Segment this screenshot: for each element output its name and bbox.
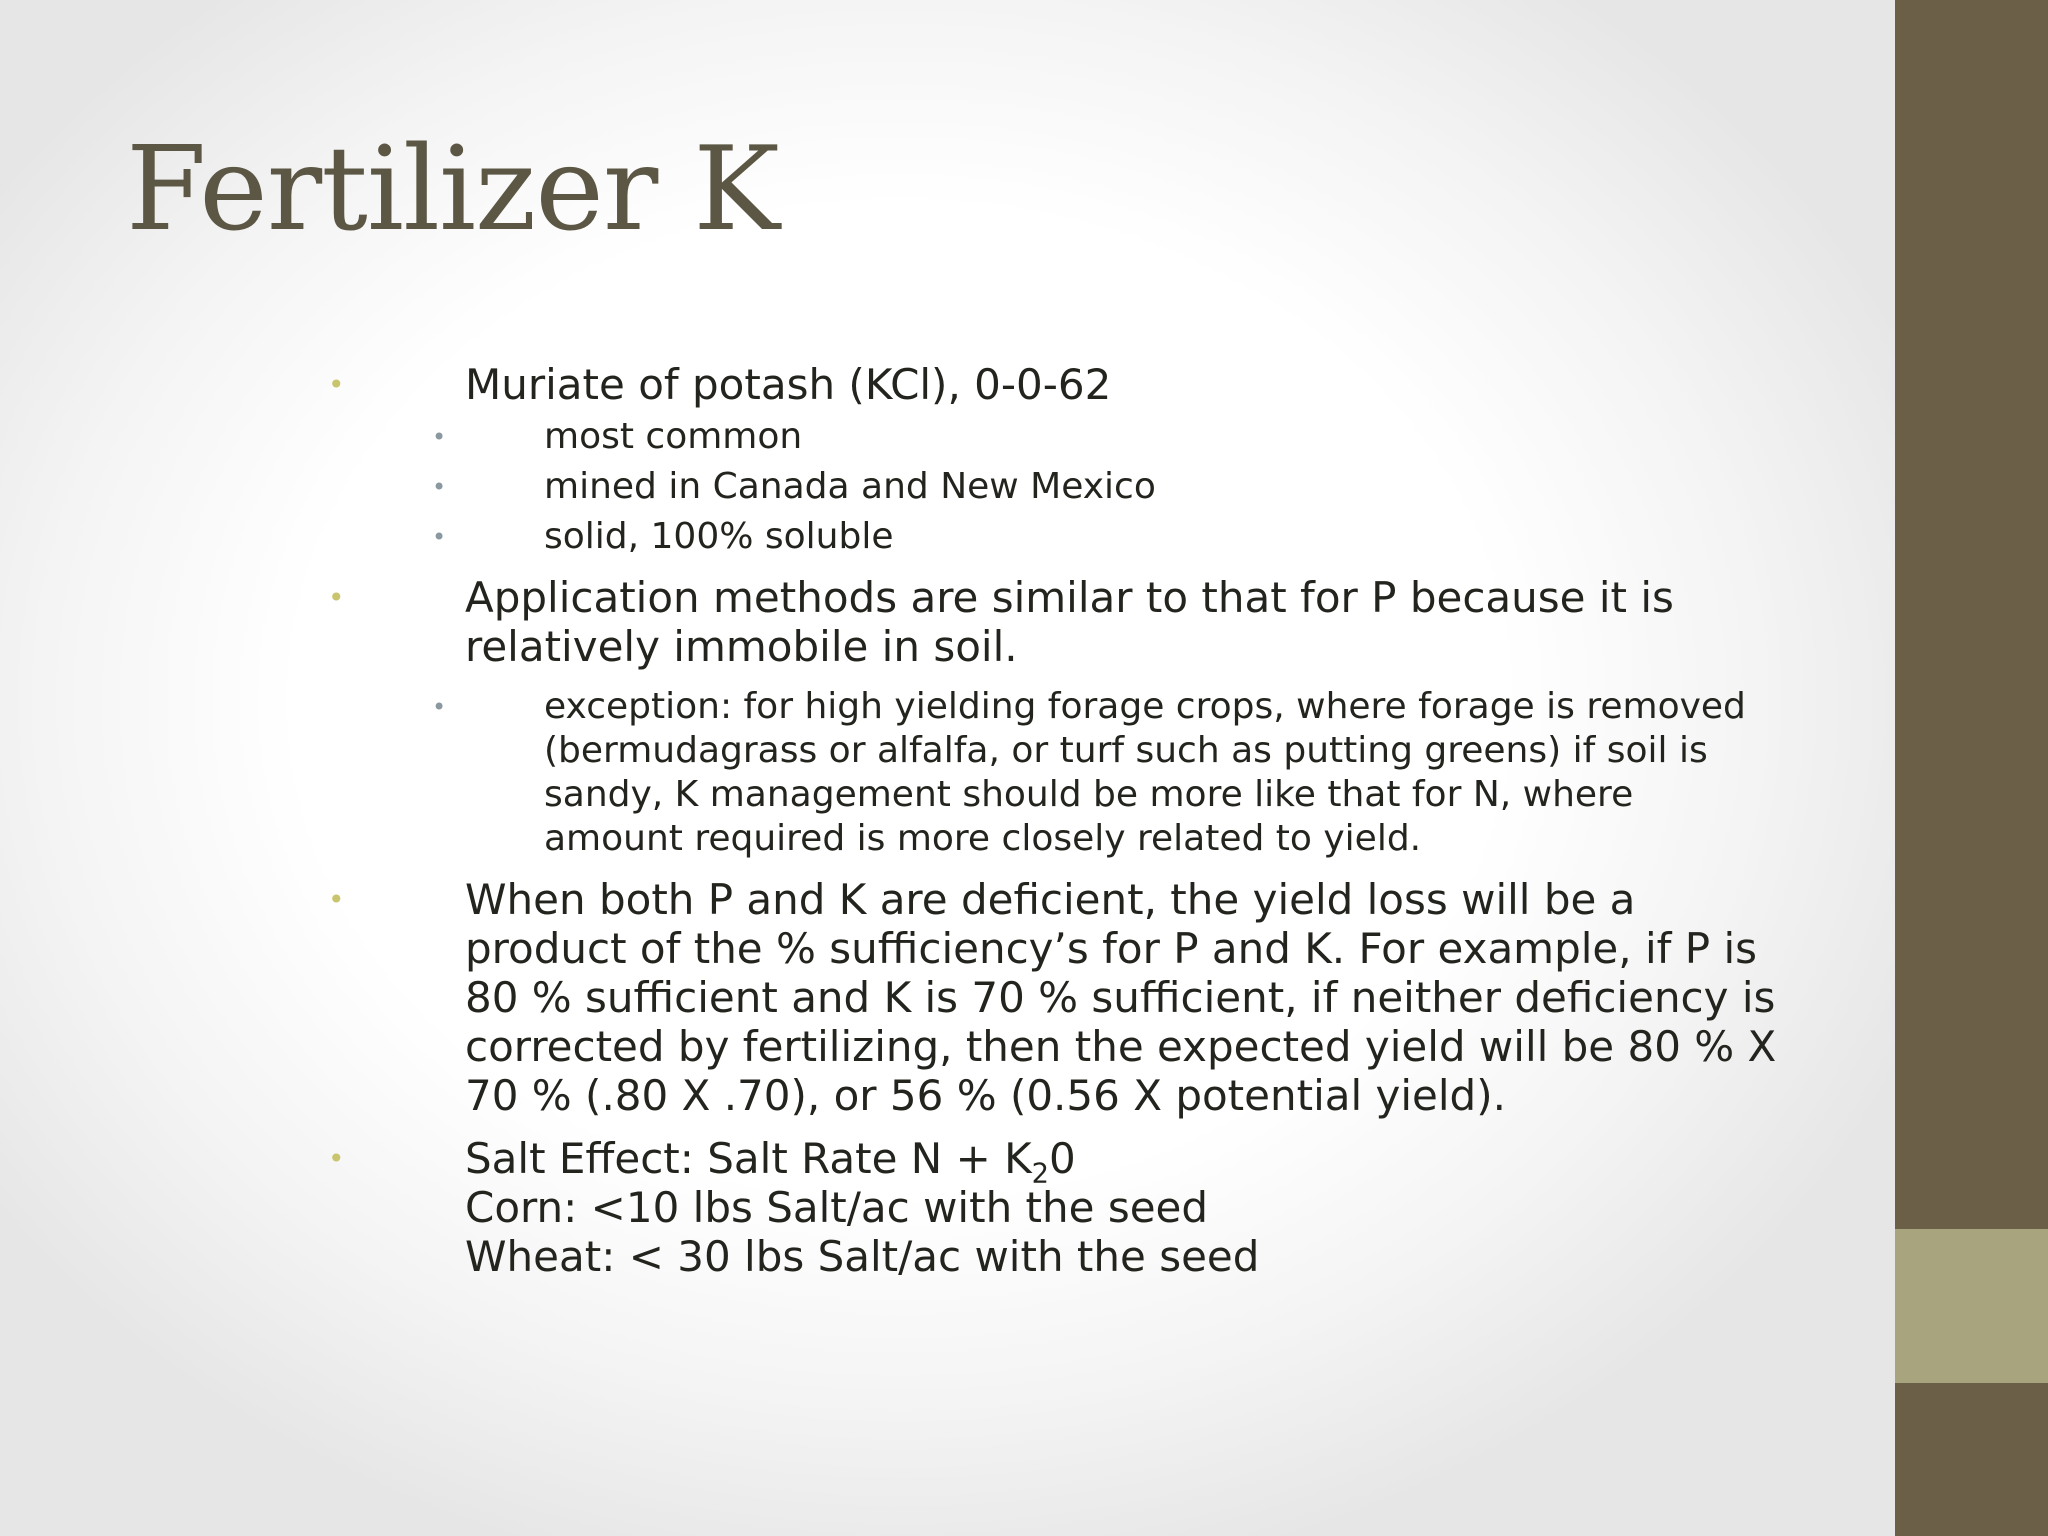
bullet-line: product of the % sufficiency’s for P and K. For example, if P is	[465, 924, 1757, 973]
sub-bullet-solid	[0, 515, 1794, 559]
bullet-line: 70 % (.80 X .70), or 56 % (0.56 X potential yield).	[465, 1071, 1506, 1120]
sub-bullet-text: mined in Canada and New Mexico	[544, 466, 1156, 507]
sub-bullet-most-common	[0, 415, 1794, 459]
bullet-dot-icon: •	[328, 368, 345, 401]
bullet-line: 80 % sufficient and K is 70 % sufficient, if neither deficiency is	[465, 973, 1776, 1022]
bullet-line: Application methods are similar to that for P because it is	[465, 573, 1674, 622]
sub-bullet-line: amount required is more closely related to yield.	[544, 818, 1422, 859]
slide-body	[0, 360, 1895, 1281]
sub-bullet-mined	[0, 465, 1794, 509]
sub-bullet-line: sandy, K management should be more like that for N, where	[544, 774, 1634, 815]
bullet-salt-effect	[0, 1134, 1785, 1281]
sub-bullet-line: (bermudagrass or alfalfa, or turf such as putting greens) if soil is	[544, 730, 1708, 771]
bullet-dot-icon: •	[328, 883, 345, 916]
sub-bullet-line: exception: for high yielding forage crops, where forage is removed	[544, 686, 1746, 727]
bullet-muriate-of-potash	[0, 360, 1785, 409]
sub-bullet-exception	[0, 685, 1794, 861]
bullet-line: relatively immobile in soil.	[465, 622, 1018, 671]
bullet-p-and-k-deficient	[0, 875, 1785, 1120]
bullet-text: Muriate of potash (KCl), 0-0-62	[465, 360, 1112, 409]
sub-bullet-dot-icon: •	[432, 523, 447, 551]
sub-bullet-text: most common	[544, 416, 803, 457]
wheat-salt-line: Wheat: < 30 lbs Salt/ac with the seed	[465, 1232, 1260, 1281]
salt-effect-suffix: 0	[1049, 1134, 1076, 1183]
sub-bullet-text: solid, 100% soluble	[544, 516, 894, 557]
sub-bullet-dot-icon: •	[432, 423, 447, 451]
bullet-application-methods	[0, 573, 1785, 671]
salt-effect-prefix: Salt Effect: Salt Rate N + K	[465, 1134, 1032, 1183]
bullet-line: When both P and K are deficient, the yield loss will be a	[465, 875, 1636, 924]
salt-effect-subscript: 2	[1031, 1158, 1050, 1190]
slide-title: Fertilizer K	[126, 122, 779, 257]
bullet-dot-icon: •	[328, 1142, 345, 1175]
sub-bullet-dot-icon: •	[432, 693, 447, 721]
side-decoration-accent	[1895, 1229, 2048, 1383]
bullet-line: corrected by fertilizing, then the expected yield will be 80 % X	[465, 1022, 1777, 1071]
salt-effect-line	[465, 1134, 1785, 1190]
bullet-dot-icon: •	[328, 581, 345, 614]
sub-bullet-dot-icon: •	[432, 473, 447, 501]
corn-salt-line: Corn: <10 lbs Salt/ac with the seed	[465, 1183, 1209, 1232]
